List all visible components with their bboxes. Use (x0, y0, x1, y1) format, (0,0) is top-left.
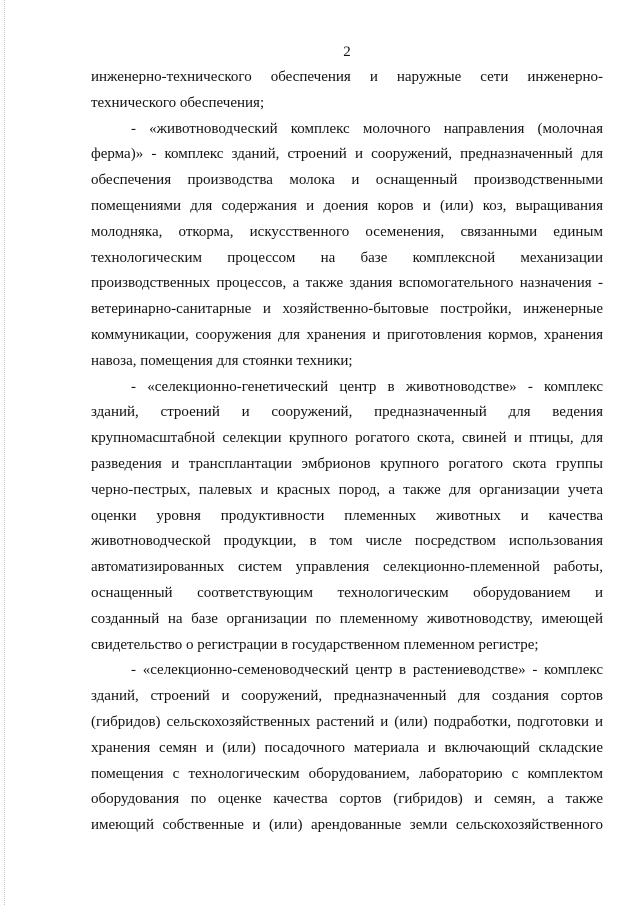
text-line: животноводческой продукции, в том числе посредством использования (91, 533, 603, 550)
text-line: помещениями для содержания и доения коров и (или) коз, выращивания (91, 197, 603, 214)
text-line: автоматизированных систем управления селекционно-племенной работы, (91, 559, 603, 576)
text-line: инженерно-технического обеспечения и наружные сети инженерно- (91, 69, 603, 85)
paragraph-breeding-genetic-center-definition (91, 375, 603, 659)
text-line: молодняка, откорма, искусственного осеменения, связанными единым (91, 223, 603, 240)
text-line: черно-пестрых, палевых и красных пород, а также для организации учета (91, 481, 603, 498)
text-line: обеспечения производства молока и оснащенный производственными (91, 172, 603, 189)
text-line: оснащенный соответствующим технологическим оборудованием и (91, 584, 603, 601)
text-line: производственных процессов, а также здания вспомогательного назначения - (91, 275, 603, 292)
text-line: разведения и трансплантации эмбрионов крупного рогатого скота группы (91, 455, 603, 472)
paragraph-engineering-continuation (91, 65, 603, 117)
text-line: технологическим процессом на базе комплексной механизации (91, 249, 603, 266)
text-line: зданий, строений и сооружений, предназначенный для ведения (91, 404, 603, 421)
text-line: - «селекционно-семеноводческий центр в растениеводстве» - комплекс (131, 662, 603, 679)
page-number: 2 (343, 44, 351, 60)
paragraph-seed-breeding-center-definition (91, 658, 603, 839)
scan-edge-mark (4, 0, 5, 905)
text-line: помещения с технологическим оборудованием, лабораторию с комплектом (91, 765, 603, 782)
text-line: коммуникации, сооружения для хранения и приготовления кормов, хранения (91, 326, 603, 343)
text-line: созданный на базе организации по племенному животноводству, имеющей (91, 610, 603, 627)
text-line: - «животноводческий комплекс молочного направления (молочная (131, 120, 603, 137)
text-line: имеющий собственные и (или) арендованные земли сельскохозяйственного (91, 817, 603, 834)
text-line: оборудования по оценке качества сортов (гибридов) и семян, а также (91, 791, 603, 808)
text-line: ферма)» - комплекс зданий, строений и сооружений, предназначенный для (91, 146, 603, 163)
paragraph-dairy-complex-definition (91, 117, 603, 375)
text-line: свидетельство о регистрации в государственном племенном регистре; (91, 636, 539, 653)
text-line: - «селекционно-генетический центр в животноводстве» - комплекс (131, 378, 603, 395)
document-body (91, 65, 603, 839)
text-line: хранения семян и (или) посадочного материала и включающий складские (91, 739, 603, 756)
text-line: крупномасштабной селекции крупного рогатого скота, свиней и птицы, для (91, 430, 603, 447)
text-line: (гибридов) сельскохозяйственных растений и (или) подработки, подготовки и (91, 713, 603, 730)
text-line: оценки уровня продуктивности племенных животных и качества (91, 507, 603, 524)
text-line: технического обеспечения; (91, 94, 265, 111)
text-line: навоза, помещения для стоянки техники; (91, 352, 353, 369)
text-line: ветеринарно-санитарные и хозяйственно-бытовые постройки, инженерные (91, 301, 603, 318)
text-line: зданий, строений и сооружений, предназначенный для создания сортов (91, 688, 603, 705)
